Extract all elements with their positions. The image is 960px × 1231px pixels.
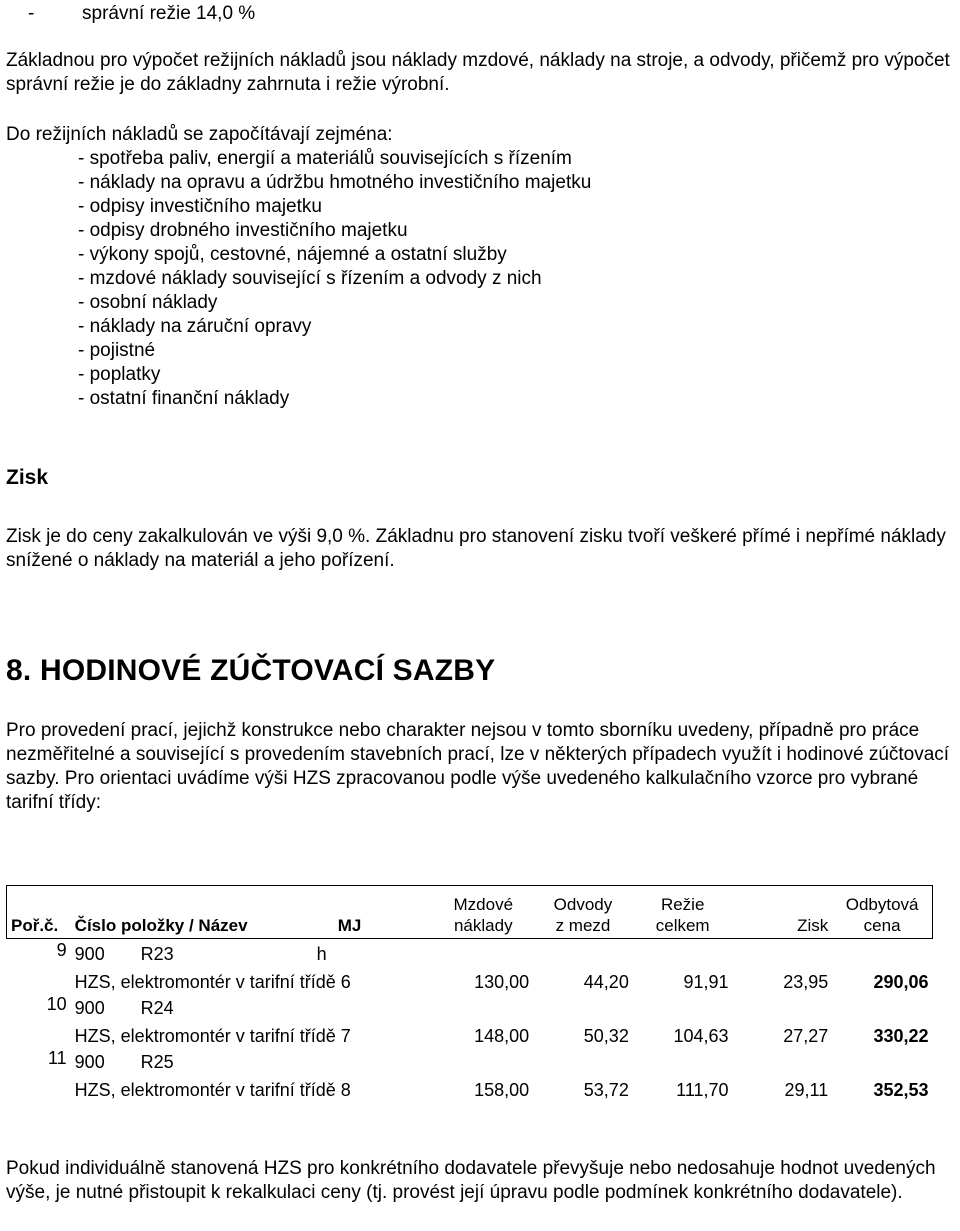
- item-number: 900: [74, 944, 105, 964]
- value-rezie: 111,70: [676, 1080, 729, 1100]
- value-odvody: 53,72: [583, 1080, 629, 1100]
- overhead-list-intro: Do režijních nákladů se započítávají zejména:: [6, 124, 393, 145]
- header-mj: MJ: [334, 886, 434, 939]
- list-item: - mzdové náklady související s řízením a odvody z nich: [78, 268, 542, 289]
- overhead-list: [6, 121, 956, 411]
- item-unit: h: [316, 944, 327, 964]
- value-mzdove-naklady: 130,00: [474, 972, 530, 992]
- table-row-detail: [7, 1073, 933, 1101]
- list-item: - výkony spojů, cestovné, nájemné a ostatní služby: [78, 244, 507, 265]
- item-code: R23: [140, 944, 174, 964]
- item-code-cell: [71, 1047, 434, 1073]
- table-row-detail: [7, 1019, 933, 1047]
- value-mzdove-naklady: 158,00: [474, 1080, 530, 1100]
- value-odvody: 44,20: [583, 972, 629, 992]
- dash-marker: -: [28, 3, 35, 24]
- value-odbytova-cena: 330,22: [873, 1026, 929, 1046]
- list-item: - osobní náklady: [78, 292, 218, 313]
- overhead-rate-text: správní režie 14,0 %: [82, 3, 256, 24]
- value-zisk: 23,95: [783, 972, 829, 992]
- value-zisk: 27,27: [783, 1026, 829, 1046]
- list-item: - spotřeba paliv, energií a materiálů souvisejících s řízením: [78, 148, 572, 169]
- overhead-base-paragraph: Základnou pro výpočet režijních nákladů jsou náklady mzdové, náklady na stroje, a odvody, přičemž pro výpočet správní režie je do základny zahrnuta i režie výrobní.: [6, 50, 950, 95]
- item-number: 900: [74, 1052, 105, 1072]
- final-paragraph: Pokud individuálně stanovená HZS pro konkrétního dodavatele převyšuje nebo nedosahuje hodnot uvedených výše, je nutné přistoupit k rekalkulaci ceny (tj. provést její úpravu podle podmínek konkrétního dodavatele).: [6, 1158, 936, 1203]
- item-code: R24: [140, 998, 174, 1018]
- list-item: - náklady na opravu a údržbu hmotného investičního majetku: [78, 172, 592, 193]
- item-name: HZS, elektromontér v tarifní třídě 7: [74, 1026, 351, 1046]
- value-rezie: 91,91: [683, 972, 729, 992]
- item-name: HZS, elektromontér v tarifní třídě 8: [74, 1080, 351, 1100]
- item-code-cell: [71, 939, 434, 966]
- value-odbytova-cena: 290,06: [873, 972, 929, 992]
- value-odvody: 50,32: [583, 1026, 629, 1046]
- value-odbytova-cena: 352,53: [873, 1080, 929, 1100]
- table-row: [7, 993, 933, 1019]
- header-zisk: Zisk: [733, 886, 833, 939]
- list-item: - poplatky: [78, 364, 161, 385]
- list-item: - ostatní finanční náklady: [78, 388, 290, 409]
- row-number: 9: [56, 940, 67, 960]
- item-number: 900: [74, 998, 105, 1018]
- table-body: [7, 939, 933, 1102]
- list-item: - náklady na záruční opravy: [78, 316, 312, 337]
- list-item: - odpisy investičního majetku: [78, 196, 322, 217]
- overhead-rate-line: [28, 2, 255, 26]
- value-zisk: 29,11: [784, 1080, 829, 1100]
- header-odvody: Odvody z mezd: [533, 886, 633, 939]
- header-mzdove-naklady: Mzdové náklady: [433, 886, 533, 939]
- row-number: 10: [46, 994, 67, 1014]
- row-number: 11: [47, 1048, 67, 1068]
- section-heading: 8. HODINOVÉ ZÚČTOVACÍ SAZBY: [6, 654, 496, 687]
- header-poradove-cislo: Poř.č.: [7, 886, 71, 939]
- overhead-list-items: [6, 147, 956, 411]
- profit-heading: Zisk: [6, 466, 49, 489]
- list-item: - pojistné: [78, 340, 156, 361]
- value-rezie: 104,63: [673, 1026, 729, 1046]
- table-header-row: [7, 886, 933, 939]
- profit-paragraph: Zisk je do ceny zakalkulován ve výši 9,0 %. Základnu pro stanovení zisku tvoří veškeré přímé i nepřímé náklady snížené o náklady na materiál a jeho pořízení.: [6, 526, 946, 571]
- hourly-rates-table: [6, 885, 933, 1101]
- value-mzdove-naklady: 148,00: [474, 1026, 530, 1046]
- item-code-cell: [71, 993, 434, 1019]
- list-item: - odpisy drobného investičního majetku: [78, 220, 408, 241]
- header-rezie: Režie celkem: [633, 886, 733, 939]
- item-code: R25: [140, 1052, 174, 1072]
- header-odbytova-cena: Odbytová cena: [832, 886, 932, 939]
- section-paragraph: Pro provedení prací, jejichž konstrukce nebo charakter nejsou v tomto sborníku uvedeny, případně pro práce nezměřitelné a související s provedením stavebních prací, lze v některých případech využít i hodinové zúčtovací sazby. Pro orientaci uvádíme výši HZS zpracovanou podle výše uvedeného kalkulačního vzorce pro vybrané tarifní třídy:: [6, 720, 950, 813]
- table-row: [7, 939, 933, 966]
- table-row-detail: [7, 965, 933, 993]
- item-name: HZS, elektromontér v tarifní třídě 6: [74, 972, 351, 992]
- header-cislo-polozky-nazev: Číslo položky / Název: [71, 886, 334, 939]
- table-row: [7, 1047, 933, 1073]
